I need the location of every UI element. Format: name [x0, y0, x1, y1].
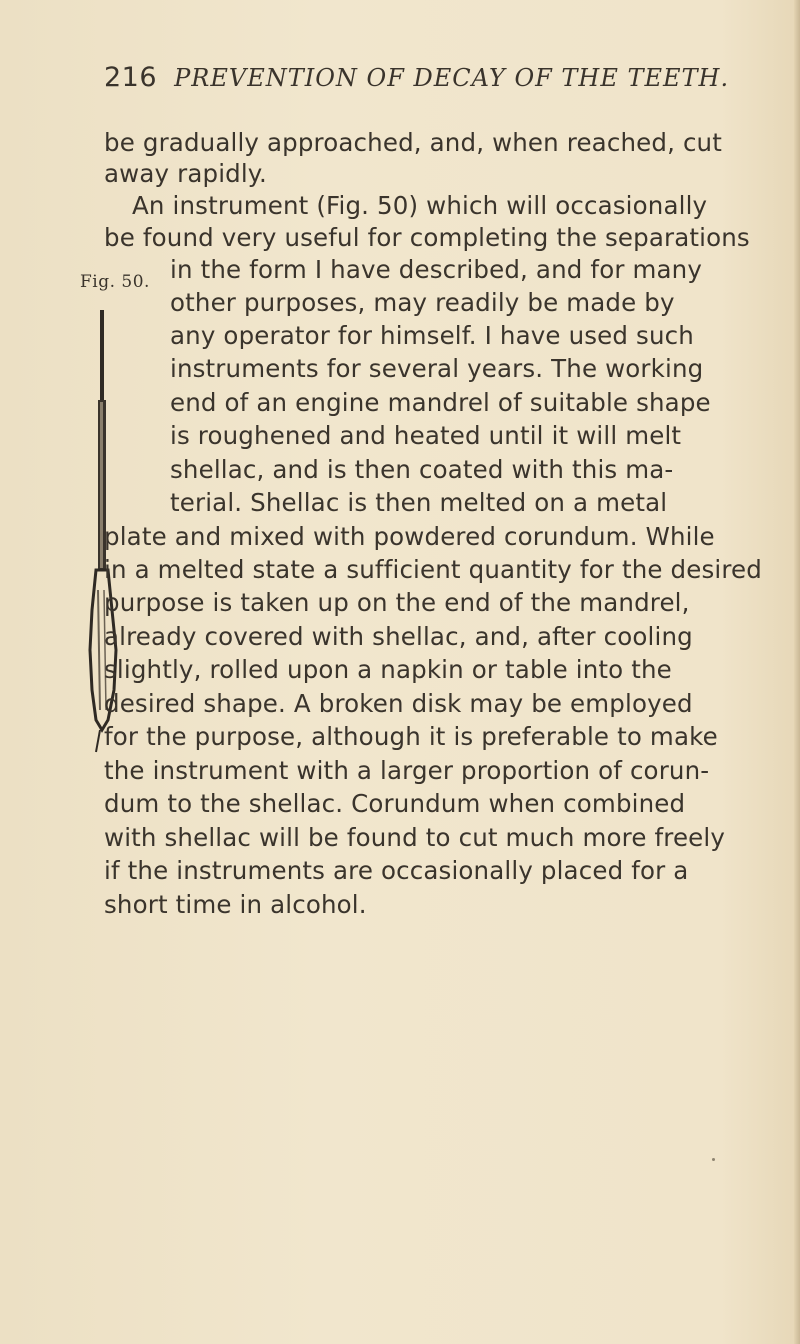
- running-title: PREVENTION OF DECAY OF THE TEETH.: [174, 64, 730, 92]
- body-line: slightly, rolled upon a napkin or table into the: [104, 655, 672, 684]
- paper-speck: [712, 1158, 715, 1161]
- body-line: other purposes, may readily be made by: [170, 288, 675, 317]
- body-line: desired shape. A broken disk may be employed: [104, 689, 693, 718]
- body-line: shellac, and is then coated with this ma-: [170, 455, 674, 484]
- running-header: [104, 62, 764, 93]
- body-line: in the form I have described, and for many: [170, 255, 702, 284]
- body-line: in a melted state a sufficient quantity for the desired: [104, 555, 762, 584]
- body-line: with shellac will be found to cut much more freely: [104, 823, 726, 852]
- body-line: plate and mixed with powdered corundum. While: [104, 522, 715, 551]
- body-line: the instrument with a larger proportion of corun-: [104, 756, 710, 785]
- body-line: for the purpose, although it is preferable to make: [104, 722, 718, 751]
- page-number: 216: [104, 62, 158, 93]
- body-line: be found very useful for completing the separations: [104, 223, 750, 252]
- body-line: is roughened and heated until it will melt: [170, 421, 682, 450]
- body-line: any operator for himself. I have used such: [170, 321, 694, 350]
- body-line: instruments for several years. The working: [170, 354, 704, 383]
- page-edge: [794, 0, 800, 1344]
- body-line: dum to the shellac. Corundum when combined: [104, 789, 686, 818]
- body-line: short time in alcohol.: [104, 890, 367, 919]
- body-line: already covered with shellac, and, after cooling: [104, 622, 693, 651]
- body-line: if the instruments are occasionally placed for a: [104, 856, 689, 885]
- body-line: away rapidly.: [104, 159, 267, 188]
- body-line: terial. Shellac is then melted on a metal: [170, 488, 668, 517]
- body-line: end of an engine mandrel of suitable shape: [170, 388, 711, 417]
- body-line: purpose is taken up on the end of the mandrel,: [104, 588, 690, 617]
- figure-label: Fig. 50.: [80, 272, 150, 292]
- body-line: be gradually approached, and, when reached, cut: [104, 128, 722, 157]
- body-line: An instrument (Fig. 50) which will occasionally: [132, 191, 708, 220]
